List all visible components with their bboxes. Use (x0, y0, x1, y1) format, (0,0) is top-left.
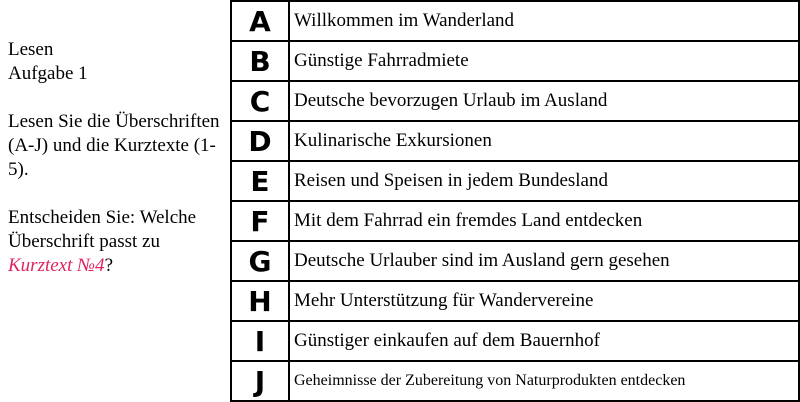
table-row (231, 281, 799, 321)
instructions-panel (8, 38, 228, 278)
task-title: Aufgabe 1 (8, 63, 88, 84)
table-row (231, 1, 799, 41)
heading-letter: F (231, 201, 289, 241)
heading-text: Mehr Unterstützung für Wandervereine (289, 281, 799, 321)
heading-letter: D (231, 121, 289, 161)
table-row (231, 41, 799, 81)
headings-table (230, 0, 800, 402)
task-description: Lesen Sie die Überschriften (A-J) und die Kurztexte (1-5). (8, 111, 220, 180)
heading-letter: B (231, 41, 289, 81)
section-title: Lesen (8, 39, 54, 60)
heading-text: Günstige Fahrradmiete (289, 41, 799, 81)
heading-letter: I (231, 321, 289, 361)
table-row (231, 121, 799, 161)
question-mark: ? (104, 255, 113, 276)
heading-text: Deutsche Urlauber sind im Ausland gern gesehen (289, 241, 799, 281)
heading-letter: H (231, 281, 289, 321)
table-row (231, 201, 799, 241)
table-row (231, 321, 799, 361)
heading-text: Willkommen im Wanderland (289, 1, 799, 41)
task-question (8, 206, 228, 278)
highlighted-text-reference: Kurztext №4 (8, 255, 105, 276)
question-text: Entscheiden Sie: Welche Überschrift passt zu (8, 207, 197, 252)
heading-letter: C (231, 81, 289, 121)
heading-letter: E (231, 161, 289, 201)
heading-text: Geheimnisse der Zubereitung von Naturprodukten entdecken (289, 361, 799, 401)
heading-text: Reisen und Speisen in jedem Bundesland (289, 161, 799, 201)
heading-text: Deutsche bevorzugen Urlaub im Ausland (289, 81, 799, 121)
heading-text: Günstiger einkaufen auf dem Bauernhof (289, 321, 799, 361)
table-row (231, 81, 799, 121)
table-row (231, 161, 799, 201)
heading-text: Kulinarische Exkursionen (289, 121, 799, 161)
heading-letter: A (231, 1, 289, 41)
table-row (231, 361, 799, 401)
heading-letter: J (231, 361, 289, 401)
heading-letter: G (231, 241, 289, 281)
heading-text: Mit dem Fahrrad ein fremdes Land entdecken (289, 201, 799, 241)
table-row (231, 241, 799, 281)
